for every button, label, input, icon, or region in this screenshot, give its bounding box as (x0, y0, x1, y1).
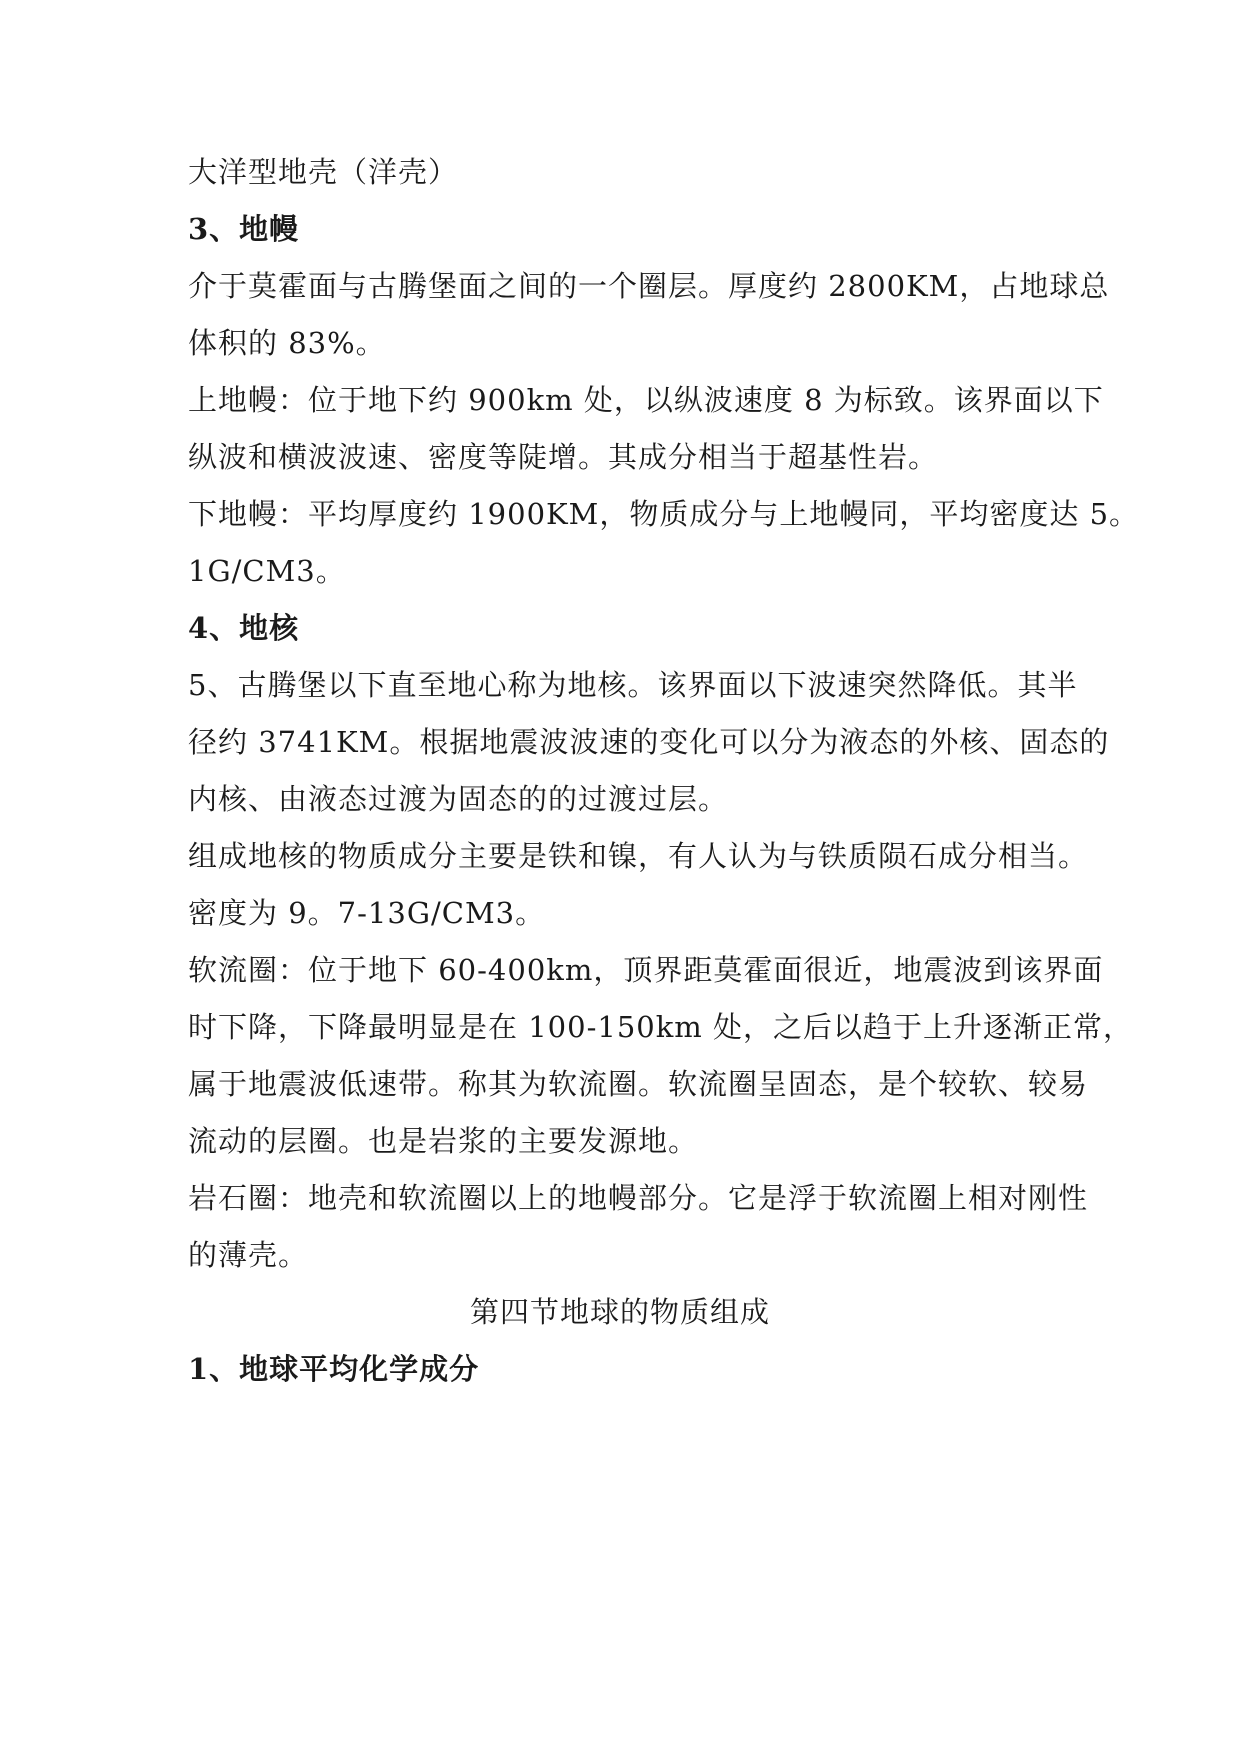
text-line-core-2: 径约 3741KM。根据地震波波速的变化可以分为液态的外核、固态的 (188, 725, 1110, 759)
text-line-mantle-definition: 介于莫霍面与古腾堡面之间的一个圈层。厚度约 2800KM，占地球总 (188, 269, 1110, 303)
text-line-lithosphere-1: 岩石圈：地壳和软流圈以上的地幔部分。它是浮于软流圈上相对刚性 (188, 1181, 1089, 1215)
heading-core: 4、地核 (188, 611, 300, 645)
text-line-asthenosphere-3: 属于地震波低速带。称其为软流圈。软流圈呈固态，是个较软、较易 (188, 1067, 1089, 1101)
text-line-upper-mantle-1: 上地幔：位于地下约 900km 处，以纵波速度 8 为标致。该界面以下 (188, 383, 1104, 417)
text-line-core-3: 内核、由液态过渡为固态的的过渡过层。 (188, 782, 729, 816)
text-line-asthenosphere-1: 软流圈：位于地下 60-400km，顶界距莫霍面很近，地震波到该界面 (188, 953, 1104, 987)
heading-chemical-composition: 1、地球平均化学成分 (188, 1352, 480, 1386)
text-line-mantle-volume: 体积的 83%。 (188, 326, 386, 360)
text-line-upper-mantle-2: 纵波和横波波速、密度等陡增。其成分相当于超基性岩。 (188, 440, 939, 474)
text-line-lower-mantle-2: 1G/CM3。 (188, 554, 346, 588)
text-line-asthenosphere-2: 时下降，下降最明显是在 100-150km 处，之后以趋于上升逐渐正常， (188, 1010, 1134, 1044)
text-line-core-composition-1: 组成地核的物质成分主要是铁和镍，有人认为与铁质陨石成分相当。 (188, 839, 1089, 873)
text-line-lower-mantle-1: 下地幔：平均厚度约 1900KM，物质成分与上地幔同，平均密度达 5。 (188, 497, 1140, 531)
text-line-lithosphere-2: 的薄壳。 (188, 1238, 309, 1272)
section-title: 第四节地球的物质组成 (469, 1295, 770, 1329)
text-line-core-composition-2: 密度为 9。7-13G/CM3。 (188, 896, 546, 930)
text-line-core-1: 5、古腾堡以下直至地心称为地核。该界面以下波速突然降低。其半 (188, 668, 1078, 702)
text-line-oceanic-crust: 大洋型地壳（洋壳） (188, 155, 459, 189)
text-line-asthenosphere-4: 流动的层圈。也是岩浆的主要发源地。 (188, 1124, 699, 1158)
heading-mantle: 3、地幔 (188, 212, 300, 246)
